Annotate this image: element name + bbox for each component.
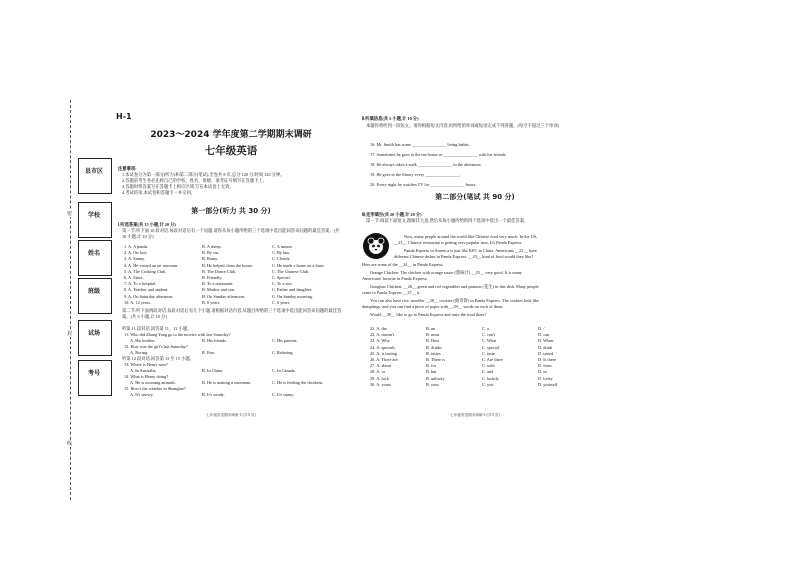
question-row: 9. A. On Saturday afternoon. B. On Sunday afternoon. C. On Sunday morning. xyxy=(124,293,313,299)
exam-subject: 七年级英语 xyxy=(204,145,258,157)
panda-express-logo xyxy=(362,232,390,260)
question-row: 3. A. Sunny. B. Rainy. C. Cloudy. xyxy=(124,256,291,262)
strip-label-county: 县市区 xyxy=(84,168,103,175)
question-12-options: A. Boring. B. Fun. C. Relaxing. xyxy=(130,350,294,355)
section-3-heading: Ⅲ.完形填空(共 20 小题,计 20 分) xyxy=(362,212,422,217)
fill-20: 20. Every night he watches TV for ________________ hours. xyxy=(370,182,477,187)
choice-row: 27. A. about B. for C. with D. from xyxy=(370,363,552,369)
question-15-options: A. It's snowy. B. It's windy. C. It's sunny. xyxy=(130,392,295,397)
seal-word-1: 密 xyxy=(67,211,73,217)
section-1-intro: 第一节:听下面 10 段对话,每段对话后有一个问题,请你从每小题所给的三个选项中选出能回答该问题的最佳答案。(共 10 小题,计 10 分) xyxy=(122,228,340,240)
binding-strip xyxy=(66,100,112,500)
question-13: 13. Where is Henry now? xyxy=(124,362,168,367)
passage-line-6: Orange Chicken: The chicken with orange sauce (酱味汁) __25__ very good. It is many xyxy=(370,270,522,275)
question-row: 2. A. On foot. B. By car. C. By bus. xyxy=(124,250,291,256)
cloze-choices xyxy=(370,326,590,388)
question-11-options: A. His brother. B. His friends. C. His parents. xyxy=(130,338,298,343)
passage-line-4: different Chinese dishes in Panda Express. __23__ kind of food would they like? xyxy=(394,254,534,259)
section-2-intro: 第二节:听下面两段对话,每段对话后有几个小题,请根据对话内容,从题目所给的三个选项中选出能回答该问题的最佳答案。(共 5 小题,计 10 分) xyxy=(122,308,342,320)
strip-label-school: 学校 xyxy=(87,212,100,219)
choice-row: 24. A. specials B. drinks C. special D. drink xyxy=(370,344,553,350)
passage-line-10: You can also have rice, noodles __28__ cookies (曲奇饼) in Panda Express. The cookies look like xyxy=(370,298,540,303)
choice-row: 21. A. the B. an C. a D. / xyxy=(370,326,545,331)
question-14-options: A. He is zooming animals. B. He is making a snowman. C. He is feeding the chickens. xyxy=(130,380,324,385)
strip-box-school[interactable] xyxy=(78,202,112,238)
seal-word-2: 封 xyxy=(67,331,73,337)
question-13-options: A. In Australia. B. In China. C. In Canada. xyxy=(130,368,296,373)
strip-box-county[interactable] xyxy=(78,158,112,194)
note-q11: 听第 11 段对话,回答第 11、12 小题。 xyxy=(122,326,192,331)
strip-label-class: 班级 xyxy=(87,288,100,295)
right-page-footer: 七年级英语期末调研-2-(共 8 页) xyxy=(450,413,500,417)
choice-row: 30. A. yours B. your C. you D. yourself xyxy=(370,381,558,387)
left-page-footer: 七年级英语期末调研-1-(共 8 页) xyxy=(206,413,256,417)
paper-code: H-1 xyxy=(116,112,132,121)
question-15: 15. How's the weather in Shanghai? xyxy=(124,386,186,391)
passage-line-5: Here are some of the __24__ in Panda Express. xyxy=(362,262,444,267)
fill-18: 18. He always takes a walk ________________ in the afternoon. xyxy=(370,162,482,167)
choice-row: 29. A. luck B. unlucky C. luckily D. lucky xyxy=(370,375,553,381)
passage-line-12: Would __30__ like to go to Panda Express and taste the food there? xyxy=(370,312,487,317)
choice-row: 25. A. is tasting B. tastes C. taste D. tasted xyxy=(370,350,554,356)
strip-box-name[interactable] xyxy=(78,240,112,276)
strip-box-class[interactable] xyxy=(78,278,112,314)
strip-label-exam-no: 考号 xyxy=(87,370,100,377)
notice-heading: 注意事项: xyxy=(118,166,137,171)
question-row: 4. A. He visited an art museum. B. He helped clean the house. C. He made a home on a farm. xyxy=(124,262,325,268)
passage-line-7: Americans' favorite in Panda Express. xyxy=(362,276,428,281)
notice-3: 3.答题时将答案写在答题卡上相应区域,写在本试卷上无效。 xyxy=(122,184,234,189)
notice-4: 4.考试结束,本试卷和答题卡一并交回。 xyxy=(122,190,196,195)
strip-label-name: 姓名 xyxy=(87,250,100,257)
question-row: 6. A. Strict. B. Friendly. C. Special. xyxy=(124,275,291,281)
right-page xyxy=(362,114,588,444)
question-row: 5. A. The Cooking Club. B. The Dance Club. C. The Chinese Club. xyxy=(124,268,310,274)
notice-1: 1.本试卷分为第一部分(听力)和第二部分(笔试),全卷共 8 页,总分 120 分,时间 120 分钟。 xyxy=(122,172,285,177)
notice-2: 2.答题前考生务必先将自己的学校、姓名、班级、准考证号填写在答题卡上。 xyxy=(122,178,268,183)
strip-box-exam-no[interactable] xyxy=(78,360,112,396)
passage-line-11: dumplings, and you can find a piece of paper with __29__ words on each of them. xyxy=(362,304,504,309)
note-q13: 听第 12 段对话,回答第 13 至 15 小题。 xyxy=(122,356,194,361)
passage-line-8: Gongbao Chicken: __26__ green and red vegetables and peanuts (花生) in this dish. Many people xyxy=(370,284,539,289)
question-11: 11. Who did Zhang Yang go to the movies with last Saturday? xyxy=(124,332,231,337)
fill-19: 19. He goes to the library every ________________. xyxy=(370,172,461,177)
question-row: 8. A. Teacher and student. B. Mother and son. C. Father and daughter. xyxy=(124,287,313,293)
left-page xyxy=(118,114,344,444)
choice-row: 22. A. mustn't B. must C. can't D. can xyxy=(370,332,550,338)
strip-label-room: 试场 xyxy=(87,330,100,337)
question-12: 12. How was the girl's last Saturday? xyxy=(124,344,188,349)
question-row: 10. A. 12 years. B. 8 years. C. 6 years. xyxy=(124,299,291,305)
section-3-intro: 第一节:阅读下面短文,理解其大意,然后从每小题所给的四个选项中选出一个最佳答案。 xyxy=(366,218,529,223)
choice-row: 28. A. or B. but C. and D. so xyxy=(370,369,548,375)
choice-row: 26. A. There are B. There is C. Are there D. Is there xyxy=(370,357,557,363)
passage-line-1: Now, many people around the world like Chinese food very much. In the US, xyxy=(404,234,538,239)
exam-title: 2023～2024 学年度第二学期期末调研 xyxy=(150,130,312,140)
passage-line-9: come to Panda Express __27__ it. xyxy=(362,290,421,295)
part-2-heading: 第二部分(笔试 共 90 分) xyxy=(435,193,515,201)
listening-q1-10 xyxy=(124,244,344,306)
section-2-info-intro: 本题你将听到一段短文。请你根据短文内容,用所给的单词或短语完成下列各题。(每空不超过三个单词) xyxy=(366,123,559,128)
question-14: 14. What is Henry doing? xyxy=(124,374,169,379)
choice-row: 23. A. Why B. How C. What D. When xyxy=(370,338,554,344)
passage-line-3: Panda Express in America is just like KFC in China. Americans __22__ have xyxy=(404,248,537,253)
passage-line-2: __21__ Chinese restaurant is getting very popular now. It's Panda Express. xyxy=(394,240,523,245)
fill-17: 17. Sometimes he goes to the tea house or ________________ with his friends. xyxy=(370,152,507,157)
fill-16: 16. Mr. Smith has some ________________ living habits. xyxy=(370,142,470,147)
question-row: 1. A. A panda. B. A sheep. C. A mouse. xyxy=(124,244,294,249)
section-1-heading: Ⅰ.听选答案(共 15 小题,计 20 分) xyxy=(118,222,176,227)
part-1-heading: 第一部分(听力 共 30 分) xyxy=(191,207,271,215)
question-row: 7. A. To a hospital. B. To a restaurant. C. To a zoo. xyxy=(124,281,293,287)
section-2-heading: Ⅱ.听填信息(共 5 小题,计 10 分) xyxy=(362,116,419,121)
seal-word-3: 线 xyxy=(67,441,73,447)
strip-box-room[interactable] xyxy=(78,320,112,356)
